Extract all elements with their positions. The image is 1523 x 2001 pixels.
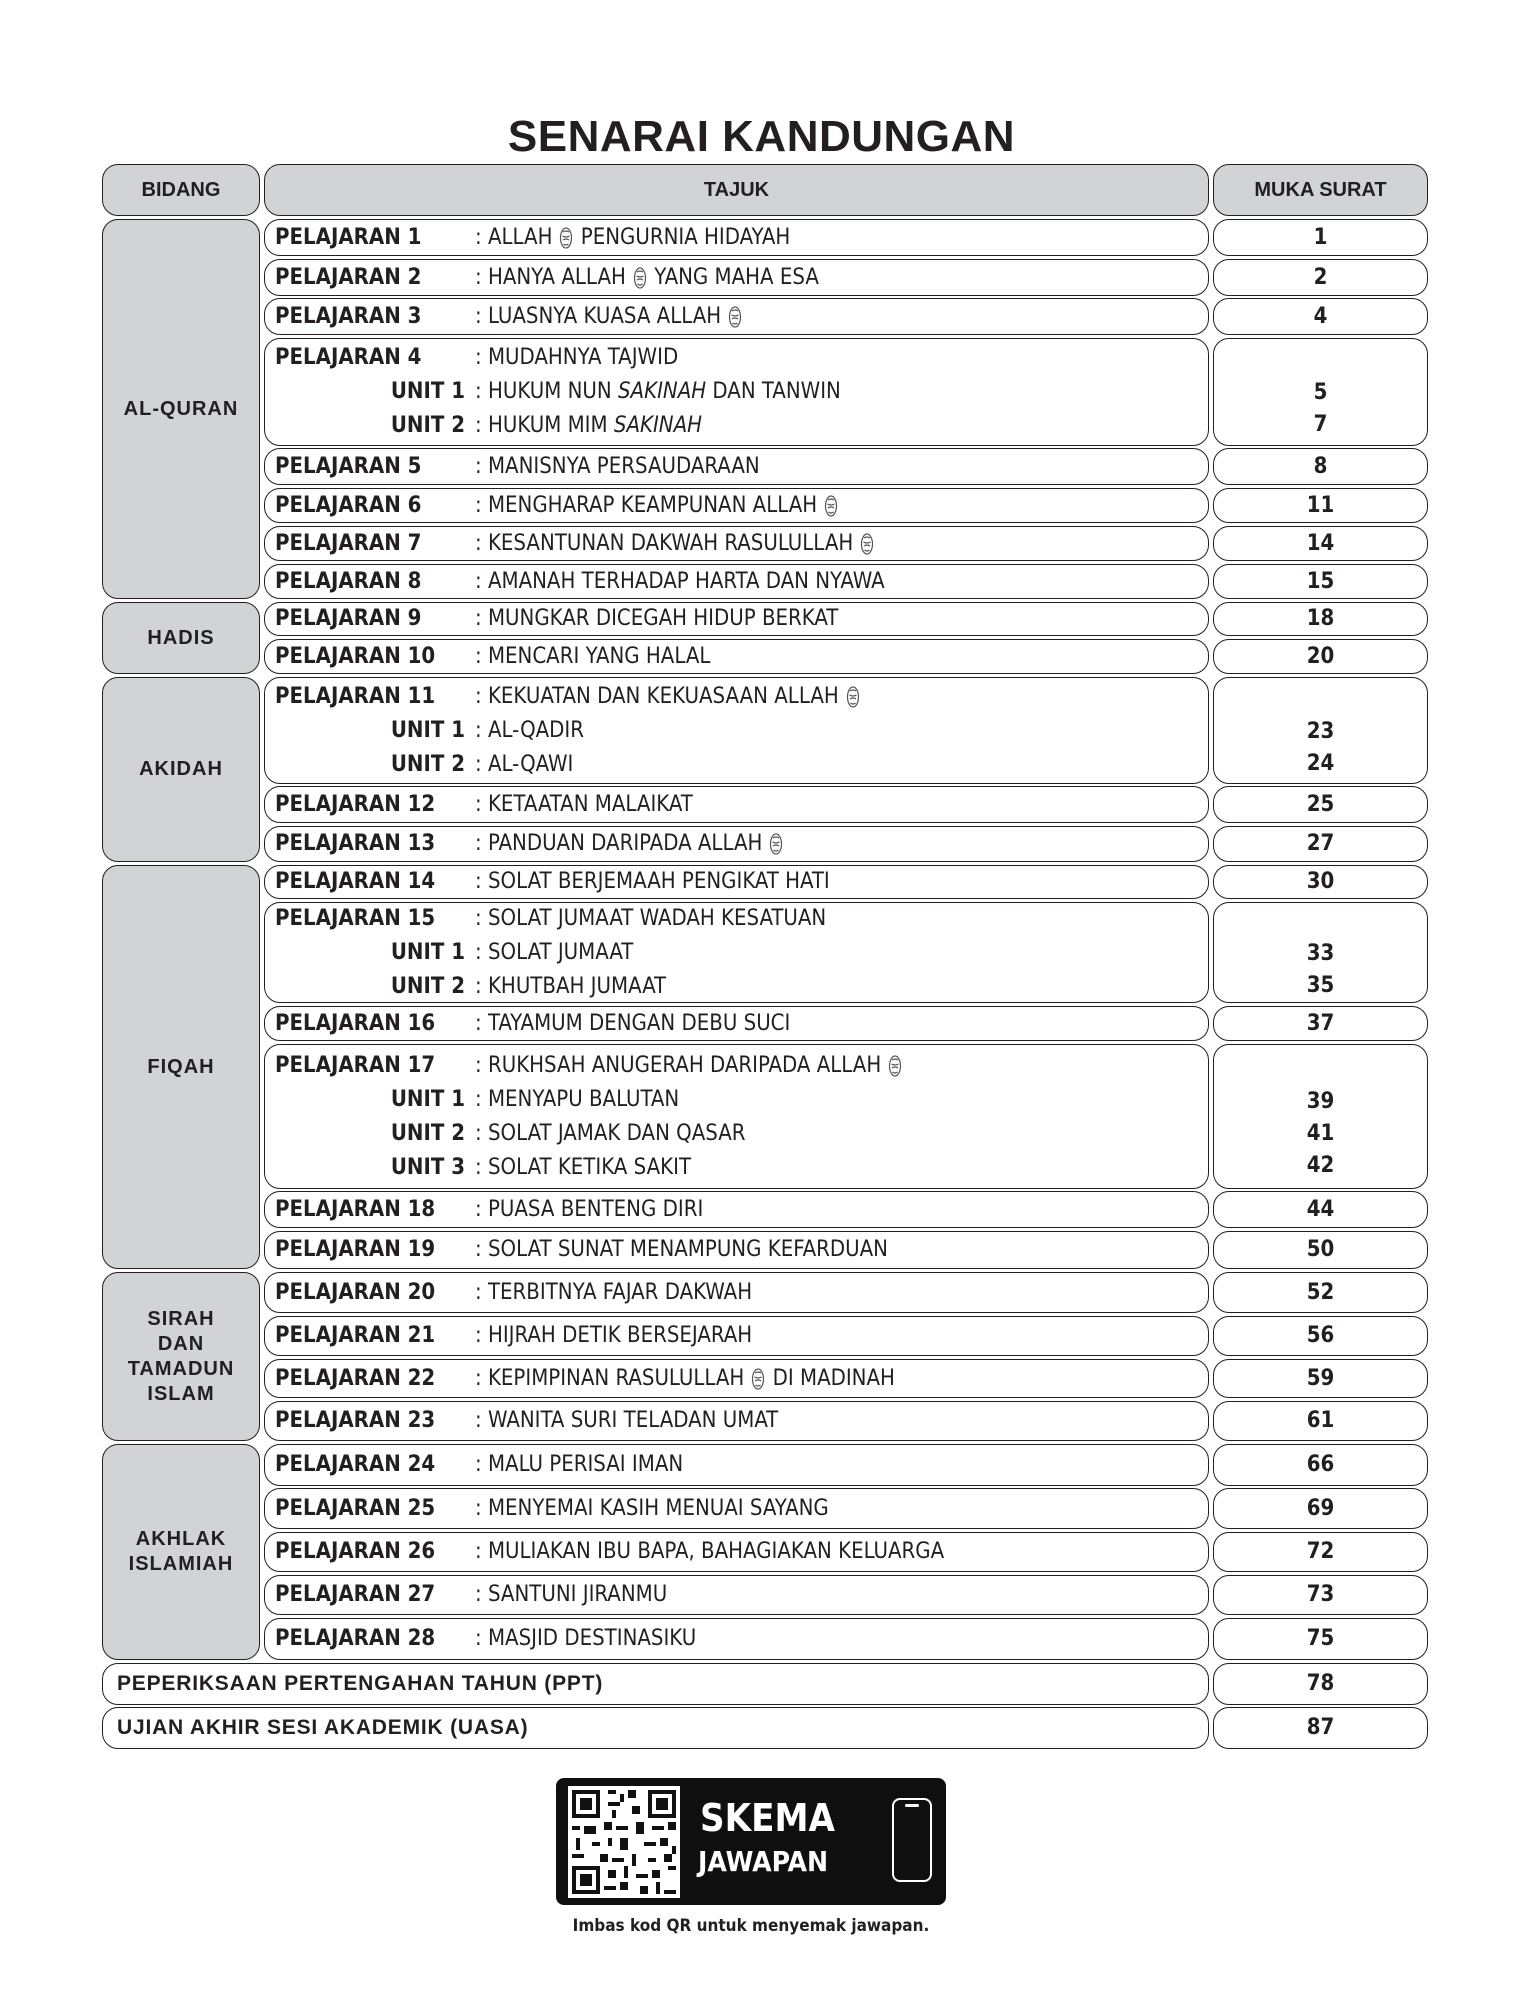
lesson-title: : MUNGKAR DICEGAH HIDUP BERKAT: [475, 606, 839, 631]
lesson-title: : LUASNYA KUASA ALLAH: [475, 300, 743, 334]
topic-row: [264, 1191, 1209, 1228]
page-cell: [1213, 902, 1428, 1003]
page-number: 52: [1306, 1279, 1335, 1305]
lesson-label: PELAJARAN 17: [275, 1052, 436, 1078]
header-tajuk-label: TAJUK: [703, 178, 770, 201]
answer-scheme-qr-panel[interactable]: [556, 1778, 946, 1905]
lesson-label: PELAJARAN 18: [275, 1196, 436, 1222]
page-number: 8: [1313, 453, 1328, 479]
topic-row: [264, 259, 1209, 296]
lesson-line: [275, 1049, 1208, 1083]
group-hadis: [102, 602, 260, 674]
lesson-title: : HIJRAH DETIK BERSEJARAH: [475, 1323, 753, 1348]
topic-row: [264, 1401, 1209, 1441]
page-number: 2: [1313, 264, 1328, 290]
lesson-title: : SANTUNI JIRANMU: [475, 1582, 668, 1607]
page-cell: [1213, 1044, 1428, 1189]
lesson-label: PELAJARAN 8: [275, 568, 422, 594]
topic-row: [264, 1575, 1209, 1615]
topic-row: [264, 488, 1209, 523]
topic-row: [264, 1316, 1209, 1356]
topic-row: [264, 826, 1209, 862]
unit-label: UNIT 1: [390, 939, 465, 965]
page-cell: [1213, 1401, 1428, 1441]
page-cell: [1213, 1444, 1428, 1486]
page-cell: [1213, 1316, 1428, 1356]
unit-title: : AL-QAWI: [475, 751, 574, 777]
group-label-line: DAN: [157, 1332, 205, 1355]
unit-label: UNIT 2: [390, 973, 465, 999]
group-al-quran: [102, 219, 260, 599]
lesson-line: [275, 261, 1208, 295]
topic-row: [264, 564, 1209, 599]
lesson-line: [275, 1193, 1208, 1227]
page-title: SENARAI KANDUNGAN: [507, 112, 1016, 161]
lesson-line: [275, 680, 1208, 714]
lesson-title: : PANDUAN DARIPADA ALLAH: [475, 827, 784, 861]
page-number: 44: [1306, 1196, 1335, 1222]
unit-line: [275, 409, 1208, 443]
group-label-line: ISLAM: [147, 1382, 215, 1405]
lesson-line: [275, 827, 1208, 861]
smartphone-icon: [892, 1798, 932, 1882]
page-number: 25: [1306, 791, 1335, 817]
lesson-label: PELAJARAN 7: [275, 530, 422, 556]
page-number: 78: [1306, 1671, 1335, 1696]
lesson-label: PELAJARAN 21: [275, 1323, 436, 1348]
page-number: 87: [1306, 1715, 1335, 1740]
header-tajuk: [264, 164, 1209, 216]
unit-label: UNIT 2: [390, 1120, 465, 1146]
group-fiqah: [102, 865, 260, 1269]
topic-row: [264, 1272, 1209, 1313]
lesson-label: PELAJARAN 4: [275, 345, 422, 370]
header-bidang: [102, 164, 260, 216]
unit-title: : SOLAT JUMAAT: [475, 939, 634, 965]
unit-line: [275, 970, 1208, 1004]
page-number: 15: [1306, 568, 1335, 594]
lesson-title: : SOLAT SUNAT MENAMPUNG KEFARDUAN: [475, 1237, 888, 1262]
lesson-label: PELAJARAN 14: [275, 869, 436, 894]
lesson-title: : SOLAT BERJEMAAH PENGIKAT HATI: [475, 869, 830, 894]
unit-title: : KHUTBAH JUMAAT: [475, 973, 667, 999]
page-cell: [1213, 1618, 1428, 1660]
qr-panel-title: SKEMA: [700, 1796, 835, 1840]
topic-row: [264, 1006, 1209, 1041]
page-cell: [1213, 677, 1428, 784]
page-cell: [1213, 1575, 1428, 1615]
exam-label: UJIAN AKHIR SESI AKADEMIK (UASA): [117, 1716, 529, 1739]
page-number: 73: [1306, 1582, 1335, 1607]
group-label-line: AKHLAK: [135, 1528, 227, 1550]
lesson-label: PELAJARAN 2: [275, 264, 422, 290]
lesson-line: [275, 1362, 1208, 1396]
group-akidah: [102, 677, 260, 862]
group-label: AL-QURAN: [123, 397, 239, 420]
page-number: 14: [1306, 530, 1335, 556]
page-cell: [1213, 219, 1428, 256]
lesson-title: : WANITA SURI TELADAN UMAT: [475, 1408, 779, 1433]
lesson-line: [275, 1404, 1208, 1438]
honorific-calligraphy-icon: [558, 226, 574, 250]
lesson-title: : KESANTUNAN DAKWAH RASULULLAH: [475, 527, 875, 561]
unit-title: : HUKUM MIM SAKINAH: [475, 413, 703, 438]
topic-row: [264, 902, 1209, 1003]
page-number: 37: [1306, 1010, 1335, 1036]
page-number: 30: [1306, 869, 1335, 894]
topic-row: [264, 526, 1209, 561]
unit-line: [275, 1151, 1208, 1185]
page-number: 50: [1306, 1237, 1335, 1262]
lesson-line: [275, 221, 1208, 255]
page-number: 59: [1306, 1365, 1335, 1391]
topic-row: [264, 448, 1209, 485]
topic-row: [264, 786, 1209, 823]
page-cell: [1213, 338, 1428, 446]
page-number: 23: [1306, 718, 1335, 744]
group-sirah: [102, 1272, 260, 1441]
page-cell: [1213, 259, 1428, 296]
exam-page-ppt: [1213, 1663, 1428, 1705]
lesson-title: : MANISNYA PERSAUDARAAN: [475, 453, 760, 479]
page-cell: [1213, 786, 1428, 823]
lesson-line: [275, 1622, 1208, 1656]
page-number: 72: [1306, 1539, 1335, 1564]
qr-code-icon[interactable]: [568, 1786, 680, 1898]
topic-row: [264, 1231, 1209, 1269]
honorific-calligraphy-icon: [823, 494, 839, 518]
page-cell: [1213, 1359, 1428, 1398]
page-number: 11: [1306, 492, 1335, 518]
page-number: 61: [1306, 1408, 1335, 1433]
unit-line: [275, 714, 1208, 748]
page-number: 39: [1306, 1088, 1335, 1114]
page-cell: [1213, 1272, 1428, 1313]
lesson-title: : TAYAMUM DENGAN DEBU SUCI: [475, 1010, 791, 1036]
group-label: AKIDAH: [139, 758, 223, 780]
lesson-line: [275, 788, 1208, 822]
lesson-title: : AMANAH TERHADAP HARTA DAN NYAWA: [475, 568, 885, 594]
unit-label: UNIT 3: [390, 1154, 465, 1180]
honorific-calligraphy-icon: [887, 1054, 903, 1078]
lesson-line: [275, 1535, 1208, 1569]
page-number: 18: [1306, 606, 1335, 631]
page-number: 4: [1313, 303, 1328, 329]
group-label: FIQAH: [147, 1055, 215, 1078]
topic-row: [264, 865, 1209, 899]
page-cell: [1213, 1006, 1428, 1041]
unit-title: : AL-QADIR: [475, 717, 585, 743]
lesson-title: : MENCARI YANG HALAL: [475, 643, 711, 669]
header-muka-surat-label: MUKA SURAT: [1254, 178, 1387, 201]
topic-row: [264, 602, 1209, 636]
lesson-line: [275, 902, 1208, 936]
page-cell: [1213, 1532, 1428, 1572]
lesson-title: : MENYEMAI KASIH MENUAI SAYANG: [475, 1495, 829, 1521]
lesson-label: PELAJARAN 24: [275, 1452, 436, 1477]
lesson-title: : RUKHSAH ANUGERAH DARIPADA ALLAH: [475, 1049, 903, 1083]
lesson-line: [275, 489, 1208, 523]
header-muka-surat: [1213, 164, 1428, 216]
group-label-line: ISLAMIAH: [128, 1553, 234, 1575]
page-cell: [1213, 526, 1428, 561]
page-number: 56: [1306, 1323, 1335, 1348]
lesson-line: [275, 1578, 1208, 1612]
lesson-line: [275, 1448, 1208, 1482]
lesson-line: [275, 1492, 1208, 1526]
lesson-title: : SOLAT JUMAAT WADAH KESATUAN: [475, 905, 827, 931]
lesson-title: : KETAATAN MALAIKAT: [475, 791, 693, 817]
page-cell: [1213, 639, 1428, 674]
topic-row: [264, 1044, 1209, 1189]
lesson-label: PELAJARAN 9: [275, 606, 422, 631]
lesson-title: : ALLAH PENGURNIA HIDAYAH: [475, 224, 791, 250]
page-number: 69: [1306, 1495, 1335, 1521]
topic-row: [264, 639, 1209, 674]
topic-row: [264, 1444, 1209, 1486]
unit-line: [275, 375, 1208, 409]
lesson-title: : MASJID DESTINASIKU: [475, 1626, 697, 1651]
lesson-label: PELAJARAN 15: [275, 905, 436, 931]
exam-row-uasa: [102, 1707, 1209, 1749]
page-number: 41: [1306, 1120, 1335, 1146]
lesson-line: [275, 865, 1208, 899]
topic-row: [264, 677, 1209, 784]
page-number: 24: [1306, 750, 1335, 776]
lesson-line: [275, 640, 1208, 674]
unit-line: [275, 748, 1208, 782]
unit-label: UNIT 1: [390, 379, 465, 404]
lesson-line: [275, 1319, 1208, 1353]
unit-label: UNIT 1: [390, 1086, 465, 1112]
lesson-label: PELAJARAN 3: [275, 303, 422, 329]
lesson-label: PELAJARAN 23: [275, 1408, 436, 1433]
lesson-label: PELAJARAN 19: [275, 1237, 436, 1262]
page-number: 1: [1313, 224, 1328, 250]
group-akhlak: [102, 1444, 260, 1660]
exam-row-ppt: [102, 1663, 1209, 1705]
lesson-line: [275, 300, 1208, 334]
honorific-calligraphy-icon: [859, 532, 875, 556]
lesson-label: PELAJARAN 13: [275, 831, 436, 856]
lesson-title: : MALU PERISAI IMAN: [475, 1452, 684, 1477]
lesson-line: [275, 1007, 1208, 1041]
lesson-title: : PUASA BENTENG DIRI: [475, 1196, 704, 1222]
lesson-line: [275, 527, 1208, 561]
page-number: 20: [1306, 643, 1335, 669]
topic-row: [264, 338, 1209, 446]
unit-label: UNIT 2: [390, 751, 465, 777]
lesson-line: [275, 1276, 1208, 1310]
group-label-line: SIRAH: [147, 1307, 215, 1330]
lesson-title: : KEKUATAN DAN KEKUASAAN ALLAH: [475, 680, 861, 714]
lesson-title: : MUDAHNYA TAJWID: [475, 345, 679, 370]
honorific-calligraphy-icon: [727, 305, 743, 329]
lesson-label: PELAJARAN 10: [275, 643, 436, 669]
lesson-line: [275, 565, 1208, 599]
header-bidang-label: BIDANG: [141, 178, 221, 201]
lesson-label: PELAJARAN 6: [275, 492, 422, 518]
unit-line: [275, 936, 1208, 970]
page-cell: [1213, 298, 1428, 335]
page-cell: [1213, 865, 1428, 899]
honorific-calligraphy-icon: [632, 266, 648, 290]
page-number: 35: [1306, 972, 1335, 998]
unit-label: UNIT 2: [390, 413, 465, 438]
lesson-label: PELAJARAN 26: [275, 1539, 436, 1564]
lesson-title: : KEPIMPINAN RASULULLAH DI MADINAH: [475, 1365, 895, 1391]
lesson-label: PELAJARAN 22: [275, 1365, 436, 1391]
lesson-line: [275, 1233, 1208, 1267]
page-cell: [1213, 564, 1428, 599]
honorific-calligraphy-icon: [750, 1367, 766, 1391]
page-cell: [1213, 1231, 1428, 1269]
unit-title: : MENYAPU BALUTAN: [475, 1086, 680, 1112]
lesson-label: PELAJARAN 16: [275, 1010, 436, 1036]
topic-row: [264, 219, 1209, 256]
page-cell: [1213, 1191, 1428, 1228]
lesson-label: PELAJARAN 28: [275, 1626, 436, 1651]
qr-panel-subtitle: JAWAPAN: [698, 1845, 829, 1878]
unit-line: [275, 1083, 1208, 1117]
lesson-label: PELAJARAN 5: [275, 453, 422, 479]
unit-line: [275, 1117, 1208, 1151]
unit-label: UNIT 1: [390, 717, 465, 743]
honorific-calligraphy-icon: [768, 832, 784, 856]
page-cell: [1213, 448, 1428, 485]
exam-page-uasa: [1213, 1707, 1428, 1749]
lesson-title: : TERBITNYA FAJAR DAKWAH: [475, 1279, 753, 1305]
page-cell: [1213, 1488, 1428, 1529]
group-label-line: TAMADUN: [127, 1357, 235, 1380]
lesson-line: [275, 602, 1208, 636]
page-number: 7: [1313, 412, 1328, 437]
lesson-label: PELAJARAN 1: [275, 224, 422, 250]
qr-caption: Imbas kod QR untuk menyemak jawapan.: [572, 1916, 930, 1936]
topic-row: [264, 1532, 1209, 1572]
unit-title: : SOLAT KETIKA SAKIT: [475, 1154, 692, 1180]
group-label: HADIS: [147, 626, 215, 649]
unit-title: : SOLAT JAMAK DAN QASAR: [475, 1120, 746, 1146]
page-cell: [1213, 826, 1428, 862]
lesson-line: [275, 450, 1208, 484]
page-number: 66: [1306, 1452, 1335, 1477]
lesson-label: PELAJARAN 12: [275, 791, 436, 817]
lesson-label: PELAJARAN 25: [275, 1495, 436, 1521]
page-cell: [1213, 602, 1428, 636]
page-number: 33: [1306, 940, 1335, 966]
page-number: 42: [1306, 1152, 1335, 1178]
lesson-label: PELAJARAN 27: [275, 1582, 436, 1607]
lesson-label: PELAJARAN 20: [275, 1279, 436, 1305]
page-number: 27: [1306, 831, 1335, 856]
lesson-title: : MULIAKAN IBU BAPA, BAHAGIAKAN KELUARGA: [475, 1539, 945, 1564]
topic-row: [264, 298, 1209, 335]
lesson-title: : HANYA ALLAH YANG MAHA ESA: [475, 264, 819, 290]
lesson-title: : MENGHARAP KEAMPUNAN ALLAH: [475, 489, 839, 523]
page-number: 5: [1313, 380, 1328, 405]
unit-title: : HUKUM NUN SAKINAH DAN TANWIN: [475, 379, 841, 404]
page-cell: [1213, 488, 1428, 523]
lesson-line: [275, 341, 1208, 375]
topic-row: [264, 1488, 1209, 1529]
exam-label: PEPERIKSAAN PERTENGAHAN TAHUN (PPT): [117, 1672, 604, 1695]
page-number: 75: [1306, 1626, 1335, 1651]
lesson-label: PELAJARAN 11: [275, 683, 436, 709]
topic-row: [264, 1618, 1209, 1660]
honorific-calligraphy-icon: [845, 685, 861, 709]
topic-row: [264, 1359, 1209, 1398]
